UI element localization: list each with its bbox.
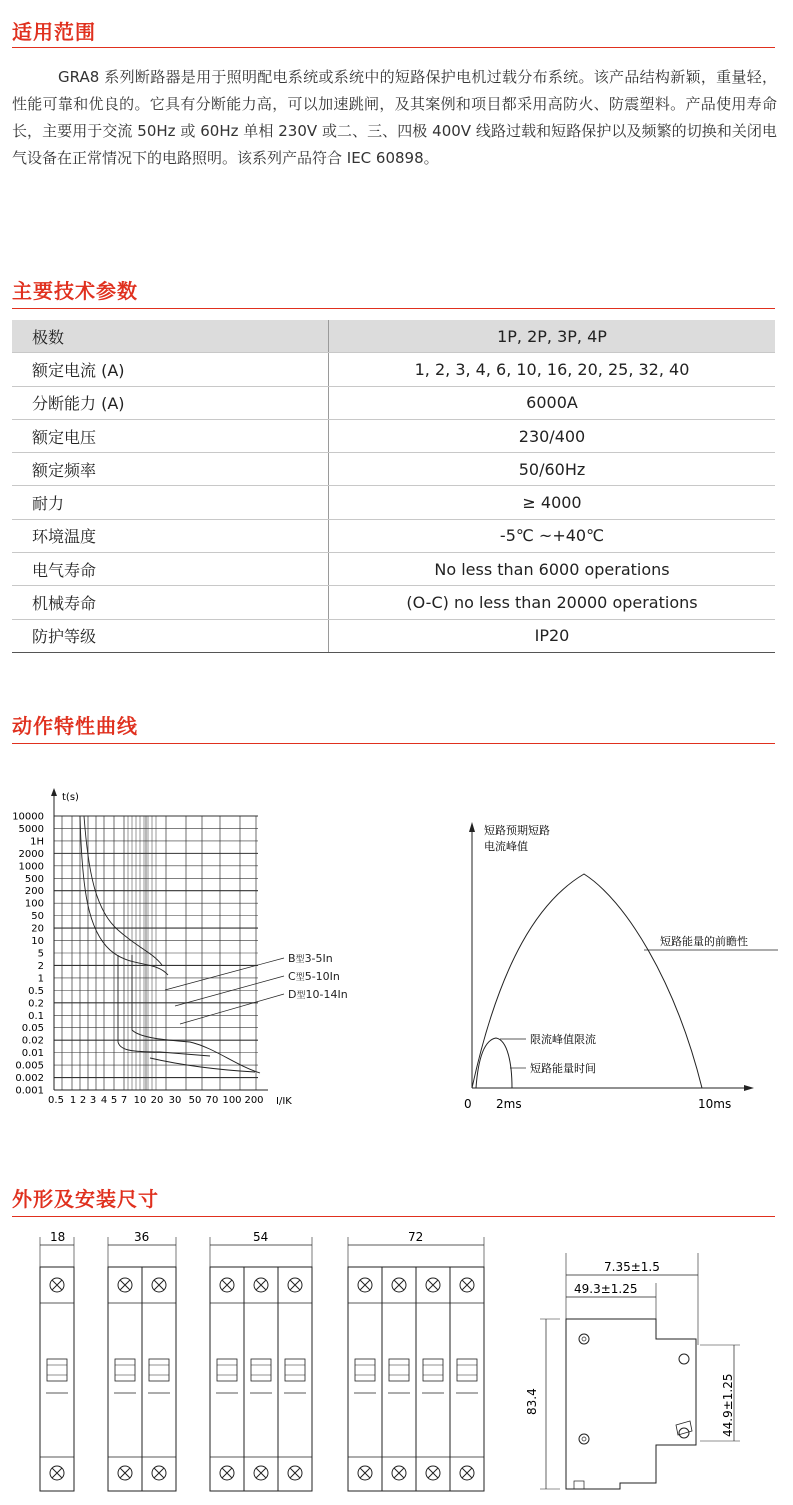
y-tick-label: 2000: [18, 848, 44, 860]
spec-key: 机械寿命: [12, 586, 329, 619]
x-tick-label: 100: [222, 1095, 242, 1106]
breaker-side-view: [525, 1253, 740, 1489]
y-tick-label: 2: [37, 960, 44, 972]
dim-side-rail: 44.9±1.25: [721, 1373, 735, 1437]
spec-row: [12, 453, 775, 486]
annot-prospective: 短路能量的前瞻性: [660, 935, 748, 948]
limit-chart-y-arrowhead: [469, 822, 475, 832]
breaker-4p-front: [348, 1230, 484, 1491]
x-tick-label: 3: [89, 1095, 97, 1106]
trip-chart-grid: [54, 816, 258, 1090]
limit-chart-x-arrowhead: [744, 1085, 754, 1091]
spec-row: [12, 553, 775, 586]
spec-row: [12, 486, 775, 519]
spec-key: 分断能力 (A): [12, 386, 329, 419]
section-divider: [12, 743, 775, 744]
spec-value: ≥ 4000: [329, 486, 776, 519]
y-tick-label: 0.002: [15, 1073, 44, 1085]
dim-side-mid: 49.3±1.25: [574, 1282, 638, 1296]
y-tick-label: 0.2: [28, 998, 44, 1010]
spec-value: No less than 6000 operations: [329, 553, 776, 586]
dim-width-3p: 54: [253, 1230, 269, 1244]
section-title-params: 主要技术参数: [12, 279, 138, 303]
x-tick-label: 70: [205, 1095, 219, 1106]
annot-peak: 限流峰值限流: [530, 1033, 596, 1046]
legend-c: C型5-10In: [288, 970, 340, 983]
limit-chart-y-label-1: 短路预期短路: [484, 824, 550, 837]
spec-value: 6000A: [329, 386, 776, 419]
limit-x-tick-0: 0: [464, 1097, 472, 1111]
y-tick-label: 1000: [18, 861, 44, 873]
section-divider: [12, 308, 775, 309]
breaker-1p-front: [40, 1230, 74, 1491]
legend-leader-c: [175, 976, 284, 1006]
breaker-3p-front: [210, 1230, 312, 1491]
y-tick-label: 500: [24, 873, 44, 885]
y-tick-label: 5000: [18, 823, 44, 835]
spec-key: 极数: [12, 320, 329, 353]
dimension-drawings: [0, 1230, 793, 1500]
spec-row: [12, 586, 775, 619]
spec-key: 额定电压: [12, 419, 329, 452]
x-tick-label: 4: [100, 1095, 108, 1106]
x-tick-label: 50: [188, 1095, 202, 1106]
spec-key: 耐力: [12, 486, 329, 519]
x-tick-label: 200: [244, 1095, 264, 1106]
current-limiting-chart: [440, 810, 790, 1120]
y-tick-label: 10: [31, 936, 44, 948]
dim-width-1p: 18: [50, 1230, 66, 1244]
x-tick-label: 30: [168, 1095, 182, 1106]
spec-key: 额定频率: [12, 453, 329, 486]
spec-row: [12, 386, 775, 419]
limit-x-tick-10ms: 10ms: [698, 1097, 732, 1111]
trip-chart-y-ticks: [12, 812, 44, 1097]
y-tick-label: 1: [37, 973, 44, 985]
y-tick-label: 50: [31, 911, 44, 923]
spec-row: [12, 353, 775, 386]
x-tick-label: 20: [150, 1095, 164, 1106]
y-tick-label: 0.5: [28, 985, 44, 997]
x-tick-label: 5: [110, 1095, 118, 1106]
y-tick-label: 0.001: [15, 1085, 44, 1097]
y-tick-label: 0.05: [21, 1023, 44, 1035]
spec-row: [12, 519, 775, 552]
spec-value: 1P, 2P, 3P, 4P: [329, 320, 776, 353]
y-tick-label: 5: [37, 948, 44, 960]
section-title-scope: 适用范围: [12, 20, 96, 44]
intro-paragraph: GRA8 系列断路器是用于照明配电系统或系统中的短路保护电机过载分布系统。该产品结构新颖，重量轻，性能可靠和优良的。它具有分断能力高，可以加速跳闸，及其案例和项目都采用高防火、防震塑料。产品使用寿命长，主要用于交流 50Hz 或 60Hz 单相 230V 或二、三、四极 400V 线路过载和短路保护以及频繁的切换和关闭电气设备在正常情况下的电路照明。该系列产品符合 IEC 60898。: [12, 68, 777, 167]
trip-chart-x-ticks: [48, 1095, 264, 1106]
spec-value: (O-C) no less than 20000 operations: [329, 586, 776, 619]
dim-side-top: 7.35±1.5: [604, 1260, 660, 1274]
section-title-dims: 外形及安装尺寸: [12, 1187, 159, 1211]
spec-value: IP20: [329, 619, 776, 652]
trip-chart-y-arrowhead: [51, 788, 57, 796]
dim-width-4p: 72: [408, 1230, 424, 1244]
prospective-current-curve: [472, 874, 702, 1088]
legend-leader-b: [165, 958, 284, 990]
legend-b: B型3-5In: [288, 952, 333, 965]
trip-chart-y-label: t(s): [62, 792, 79, 803]
spec-row: [12, 619, 775, 652]
y-tick-label: 20: [31, 923, 44, 935]
dim-side-height: 83.4: [525, 1388, 539, 1415]
annot-time: 短路能量时间: [530, 1062, 596, 1075]
spec-row: [12, 419, 775, 452]
legend-leader-d: [180, 994, 284, 1024]
limited-current-curve: [476, 1038, 512, 1088]
spec-table: [12, 320, 775, 653]
dim-width-2p: 36: [134, 1230, 150, 1244]
limit-x-tick-2ms: 2ms: [496, 1097, 522, 1111]
y-tick-label: 100: [24, 898, 44, 910]
spec-value: 1, 2, 3, 4, 6, 10, 16, 20, 25, 32, 40: [329, 353, 776, 386]
x-tick-label: 2: [79, 1095, 87, 1106]
y-tick-label: 1H: [30, 836, 44, 848]
spec-value: 50/60Hz: [329, 453, 776, 486]
trip-chart-x-label: I/IK: [276, 1096, 292, 1107]
spec-key: 额定电流 (A): [12, 353, 329, 386]
x-tick-label: 0.5: [48, 1095, 64, 1106]
y-tick-label: 0.005: [15, 1060, 44, 1072]
breaker-2p-front: [108, 1230, 176, 1491]
spec-key: 电气寿命: [12, 553, 329, 586]
y-tick-label: 0.01: [21, 1048, 44, 1060]
section-divider: [12, 1216, 775, 1217]
y-tick-label: 0.02: [21, 1035, 44, 1047]
legend-d: D型10-14In: [288, 988, 348, 1001]
section-title-curve: 动作特性曲线: [12, 714, 138, 738]
section-divider: [12, 47, 775, 48]
x-tick-label: 1: [69, 1095, 77, 1106]
x-tick-label: 10: [133, 1095, 147, 1106]
spec-key: 环境温度: [12, 519, 329, 552]
spec-key: 防护等级: [12, 619, 329, 652]
y-tick-label: 10000: [12, 811, 44, 823]
y-tick-label: 200: [24, 886, 44, 898]
x-tick-label: 7: [120, 1095, 128, 1106]
spec-value: -5℃ ~+40℃: [329, 519, 776, 552]
spec-row: [12, 320, 775, 353]
spec-value: 230/400: [329, 419, 776, 452]
trip-characteristic-chart: [0, 780, 380, 1110]
y-tick-label: 0.1: [28, 1010, 44, 1022]
limit-chart-y-label-2: 电流峰值: [484, 840, 528, 853]
